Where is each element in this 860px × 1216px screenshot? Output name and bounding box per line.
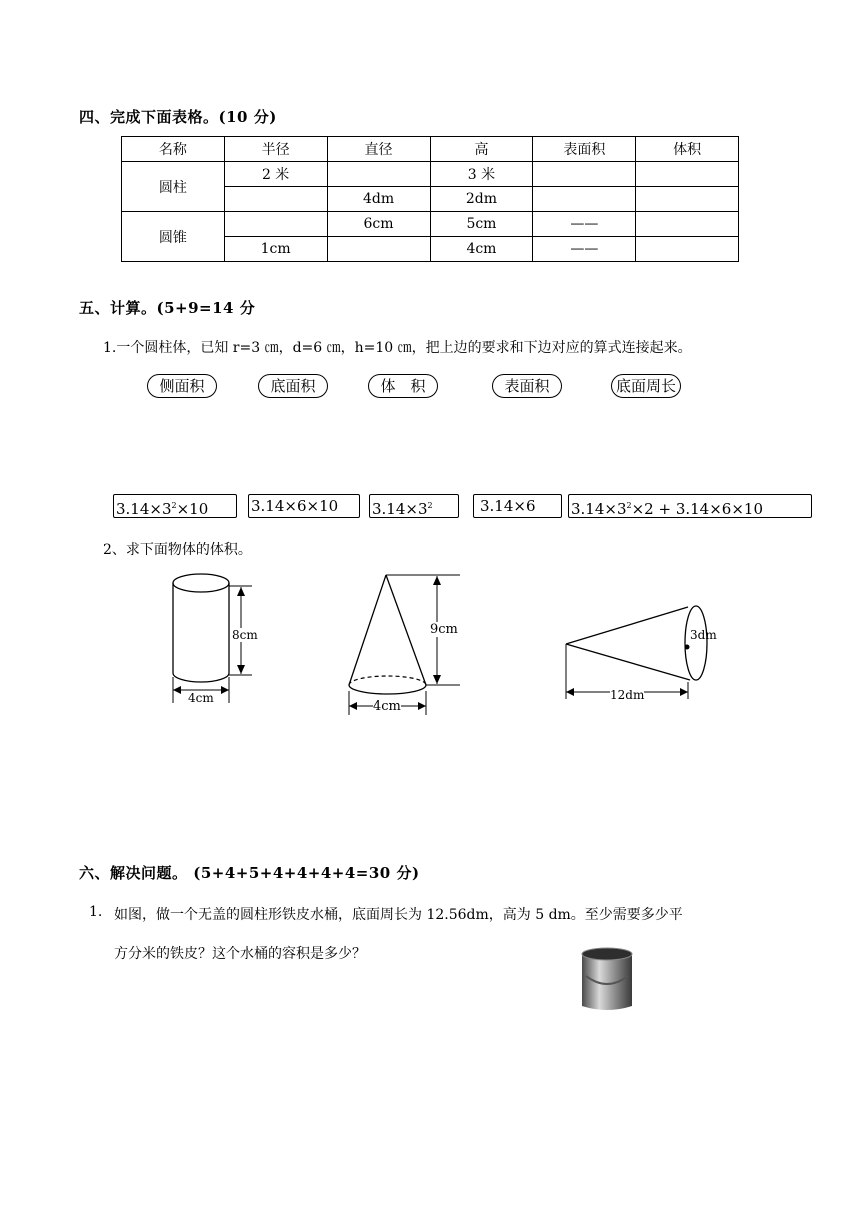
header-radius: 半径 — [224, 137, 327, 162]
formula-box-5: $3.14\times 3^2\times 2 + 3.14\times 6\times 10$ — [568, 494, 812, 518]
cell-volume — [636, 162, 739, 187]
formula-box-4: 3.14×6 — [473, 494, 562, 518]
cylinder-height-label: 8cm — [232, 628, 258, 642]
formula-box-3: $3.14\times 3^2$ — [369, 494, 459, 518]
cell-volume — [636, 187, 739, 212]
cell-height: 5cm — [430, 212, 533, 237]
header-height: 高 — [430, 137, 533, 162]
cell-height: 3 米 — [430, 162, 533, 187]
bucket-image — [578, 940, 636, 1014]
formula-box-2: 3.14×6×10 — [248, 494, 360, 518]
cone-label: 圆锥 — [122, 212, 225, 262]
table-header-row — [122, 137, 739, 162]
formula-box-1: $3.14\times 3^2\times 10$ — [113, 494, 237, 518]
cell-area — [533, 187, 636, 212]
cell-area: —— — [533, 212, 636, 237]
section-4-title: 四、完成下面表格。(10 分) — [79, 108, 277, 126]
question-6-1-number: 1. — [89, 904, 103, 920]
cell-radius — [224, 212, 327, 237]
section-5-title: 五、计算。(5+9=14 分 — [79, 299, 256, 317]
cylinder-label: 圆柱 — [122, 162, 225, 212]
cell-radius — [224, 187, 327, 212]
cone-width-label: 4cm — [373, 699, 401, 714]
cell-volume — [636, 237, 739, 262]
cell-height: 4cm — [430, 237, 533, 262]
table-row — [122, 162, 739, 187]
header-diameter: 直径 — [327, 137, 430, 162]
cell-area — [533, 162, 636, 187]
table — [121, 136, 739, 262]
cell-volume — [636, 212, 739, 237]
header-surface-area: 表面积 — [533, 137, 636, 162]
cone-figure — [340, 565, 470, 720]
cell-radius: 2 米 — [224, 162, 327, 187]
table-row — [122, 212, 739, 237]
horizontal-cone-radius-label: 3dm — [690, 628, 717, 642]
cell-diameter: 6cm — [327, 212, 430, 237]
cell-diameter: 4dm — [327, 187, 430, 212]
cell-radius: 1cm — [224, 237, 327, 262]
pill-surface-area: 表面积 — [492, 374, 562, 398]
cone-height-label: 9cm — [430, 622, 458, 637]
section-6-title: 六、解决问题。 (5+4+5+4+4+4+4=30 分) — [79, 864, 420, 882]
cell-diameter — [327, 237, 430, 262]
pill-base-area: 底面积 — [258, 374, 328, 398]
pill-lateral-area: 侧面积 — [147, 374, 217, 398]
cylinder-width-label: 4cm — [188, 691, 214, 705]
header-volume: 体积 — [636, 137, 739, 162]
cell-diameter — [327, 162, 430, 187]
header-name: 名称 — [122, 137, 225, 162]
cell-area: —— — [533, 237, 636, 262]
horizontal-cone-length-label: 12dm — [610, 688, 645, 702]
pill-base-circumference: 底面周长 — [611, 374, 681, 398]
question-6-1-line-2: 方分米的铁皮？这个水桶的容积是多少？ — [114, 946, 366, 962]
pill-volume: 体 积 — [368, 374, 438, 398]
cell-height: 2dm — [430, 187, 533, 212]
question-5-1: 1.一个圆柱体，已知 r=3 ㎝，d=6 ㎝，h=10 ㎝，把上边的要求和下边对应的算式连接起来。 — [103, 340, 692, 356]
question-6-1-line-1: 如图，做一个无盖的圆柱形铁皮水桶，底面周长为 12.56dm，高为 5 dm。至少需要多少平 — [114, 907, 683, 923]
question-5-2: 2、求下面物体的体积。 — [103, 542, 252, 558]
